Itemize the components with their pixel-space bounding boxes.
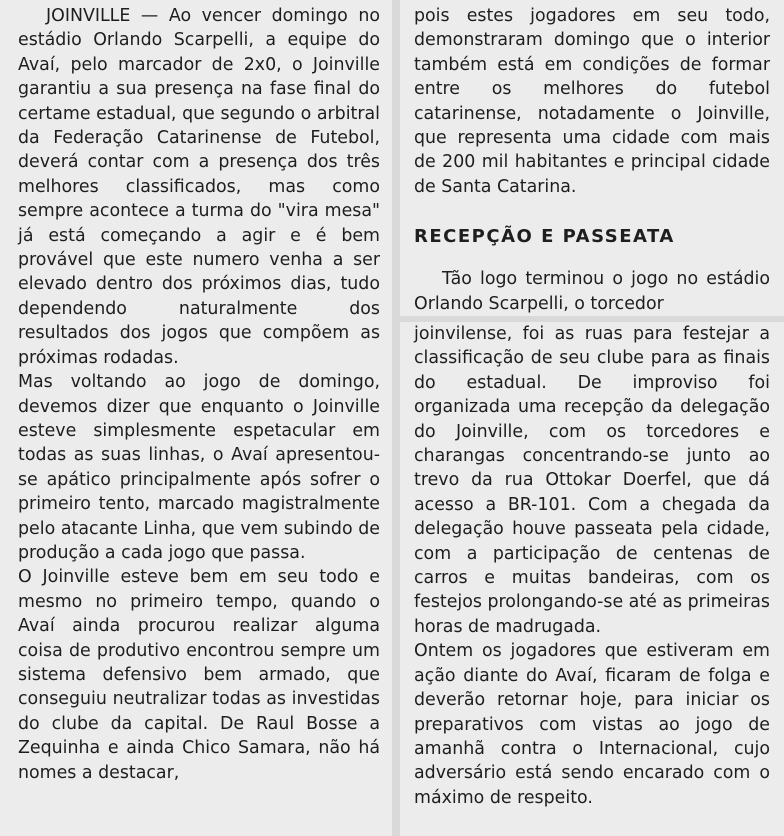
article-paragraph: Mas voltando ao jogo de domingo, devemos dizer que enquanto o Joinville esteve simplesmente espetacular em todas as suas linhas, o Avaí apresentou-se apático principalmente após sofrer o primeiro tento, marcado magistralmente pelo atacante Linha, que vem subindo de produção a cada jogo que passa. <box>18 372 380 563</box>
article-paragraph: O Joinville esteve bem em seu todo e mesmo no primeiro tempo, quando o Avaí ainda procurou realizar alguma coisa de produtivo encontrou sempre um sistema defensivo bem armado, que conseguiu neutralizar todas as investidas do clube da capital. De Raul Bosse a Zequinha e ainda Chico Samara, não há nomes a destacar, <box>18 567 380 783</box>
article-paragraph-lead: JOINVILLE — Ao vencer domingo no estádio Orlando Scarpelli, a equipe do Avaí, pelo marcador de 2x0, o Joinville garantiu a sua presença na fase final do certame estadual, que segundo o arbitral da Federação Catarinense de Futebol, deverá contar com a presença dos três melhores classificados, mas como sempre acontece a turma do "vira mesa" já está começando a agir e é bem provável que este numero venha a ser elevado dentro dos próximos dias, tudo dependendo naturalmente dos resultados dos jogos que compõem as próximas rodadas. <box>18 6 380 368</box>
article-paragraph: pois estes jogadores em seu todo, demonstraram domingo que o interior também está em condições de formar entre os melhores do futebol catarinense, notadamente o Joinville, que representa uma cidade com mais de 200 mil habitantes e principal cidade de Santa Catarina. <box>414 6 770 197</box>
section-heading: RECEPÇÃO E PASSEATA <box>414 226 675 248</box>
article-paragraph: Ontem os jogadores que estiveram em ação diante do Avaí, ficaram de folga e deverão retornar hoje, para iniciar os preparativos com vistas ao jogo de amanhã contra o Internacional, cujo adversário está sendo encarado com o máximo de respeito. <box>414 641 770 808</box>
article-column-right-top <box>400 0 784 316</box>
article-column-right-bottom <box>400 322 784 836</box>
article-paragraph: joinvilense, foi as ruas para festejar a classificação de seu clube para as finais do estadual. De improviso foi organizada uma recepção da delegação do Joinville, com os torcedores e charangas concentrando-se junto ao trevo da rua Ottokar Doerfel, que dá acesso a BR-101. Com a chegada da delegação houve passeata pela cidade, com a participação de centenas de carros e muitas bandeiras, com os festejos prolongando-se até as primeiras horas de madrugada. <box>414 324 770 637</box>
article-paragraph: Tão logo terminou o jogo no estádio Orlando Scarpelli, o torcedor <box>414 269 770 314</box>
